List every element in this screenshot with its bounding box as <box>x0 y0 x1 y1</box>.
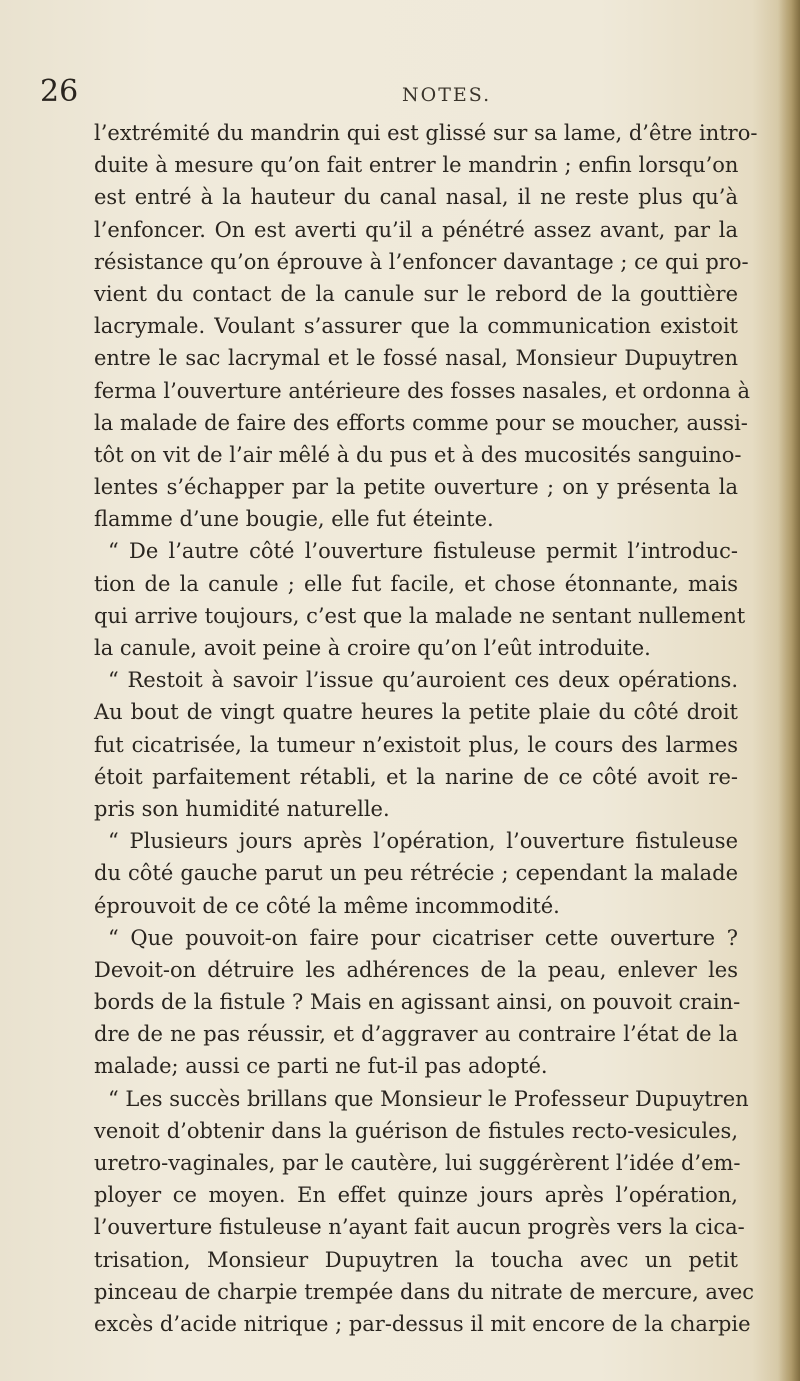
text-line: malade; aussi ce parti ne fut-il pas adopté. <box>94 1054 548 1079</box>
text-line: du côté gauche parut un peu rétrécie ; cependant la malade <box>94 861 738 886</box>
text-line: flamme d’une bougie, elle fut éteinte. <box>94 507 494 532</box>
text-line: dre de ne pas réussir, et d’aggraver au contraire l’état de la <box>94 1022 738 1047</box>
text-line: éprouvoit de ce côté la même incommodité. <box>94 893 560 918</box>
text-line: bords de la fistule ? Mais en agissant ainsi, on pouvoit crain- <box>94 990 741 1015</box>
text-line: vient du contact de la canule sur le rebord de la gouttière <box>94 281 738 306</box>
text-line: Au bout de vingt quatre heures la petite plaie du côté droit <box>94 700 738 725</box>
paragraph-start-line: “ De l’autre côté l’ouverture fistuleuse permit l’introduc- <box>108 539 738 564</box>
paragraph-start-line: “ Plusieurs jours après l’opération, l’ouverture fistuleuse <box>108 829 738 854</box>
text-line: entre le sac lacrymal et le fossé nasal, Monsieur Dupuytren <box>94 346 738 371</box>
body-text <box>94 117 758 1340</box>
text-line: uretro-vaginales, par le cautère, lui suggérèrent l’idée d’em- <box>94 1151 741 1175</box>
text-line: est entré à la hauteur du canal nasal, il ne reste plus qu’à <box>94 185 738 210</box>
text-line: tion de la canule ; elle fut facile, et chose étonnante, mais <box>94 571 738 596</box>
text-line: pinceau de charpie trempée dans du nitrate de mercure, avec <box>94 1279 755 1304</box>
text-line: la malade de faire des efforts comme pour se moucher, aussi- <box>94 410 748 435</box>
text-line: qui arrive toujours, c’est que la malade ne sentant nullement <box>94 603 746 628</box>
text-line: l’enfoncer. On est averti qu’il a pénétré assez avant, par la <box>94 217 738 242</box>
text-line: résistance qu’on éprouve à l’enfoncer davantage ; ce qui pro- <box>94 249 749 274</box>
paragraph-start-line: “ Que pouvoit-on faire pour cicatriser cette ouverture ? <box>108 925 738 950</box>
text-line: l’ouverture fistuleuse n’ayant fait aucun progrès vers la cica- <box>94 1215 745 1240</box>
text-line: Devoit-on détruire les adhérences de la peau, enlever les <box>94 957 738 982</box>
text-line: lentes s’échapper par la petite ouverture ; on y présenta la <box>94 475 738 500</box>
text-line: trisation, Monsieur Dupuytren la toucha avec un petit <box>94 1247 738 1272</box>
text-line: l’extrémité du mandrin qui est glissé sur sa lame, d’être intro- <box>94 121 758 145</box>
text-line: ployer ce moyen. En effet quinze jours après l’opération, <box>94 1183 738 1208</box>
running-head: NOTES. <box>402 84 492 106</box>
page-header <box>0 70 800 110</box>
text-line: la canule, avoit peine à croire qu’on l’eût introduite. <box>94 636 651 660</box>
text-line: pris son humidité naturelle. <box>94 796 390 821</box>
text-line: venoit d’obtenir dans la guérison de fistules recto-vesicules, <box>94 1118 738 1143</box>
text-line: lacrymale. Voulant s’assurer que la communication existoit <box>94 314 738 339</box>
text-line: fut cicatrisée, la tumeur n’existoit plus, le cours des larmes <box>94 732 738 757</box>
text-line: ferma l’ouverture antérieure des fosses nasales, et ordonna à <box>94 378 750 403</box>
text-line: excès d’acide nitrique ; par-dessus il mit encore de la charpie <box>94 1311 751 1336</box>
text-line: duite à mesure qu’on fait entrer le mandrin ; enfin lorsqu’on <box>94 153 739 178</box>
paragraph-start-line: “ Restoit à savoir l’issue qu’auroient ces deux opérations. <box>108 668 738 693</box>
page-edge-shadow <box>778 0 800 1381</box>
text-line: tôt on vit de l’air mêlé à du pus et à des mucosités sanguino- <box>94 442 742 467</box>
text-line: étoit parfaitement rétabli, et la narine de ce côté avoit re- <box>94 764 738 789</box>
paragraph-start-line: “ Les succès brillans que Monsieur le Professeur Dupuytren <box>108 1086 749 1111</box>
page-number: 26 <box>40 74 79 109</box>
